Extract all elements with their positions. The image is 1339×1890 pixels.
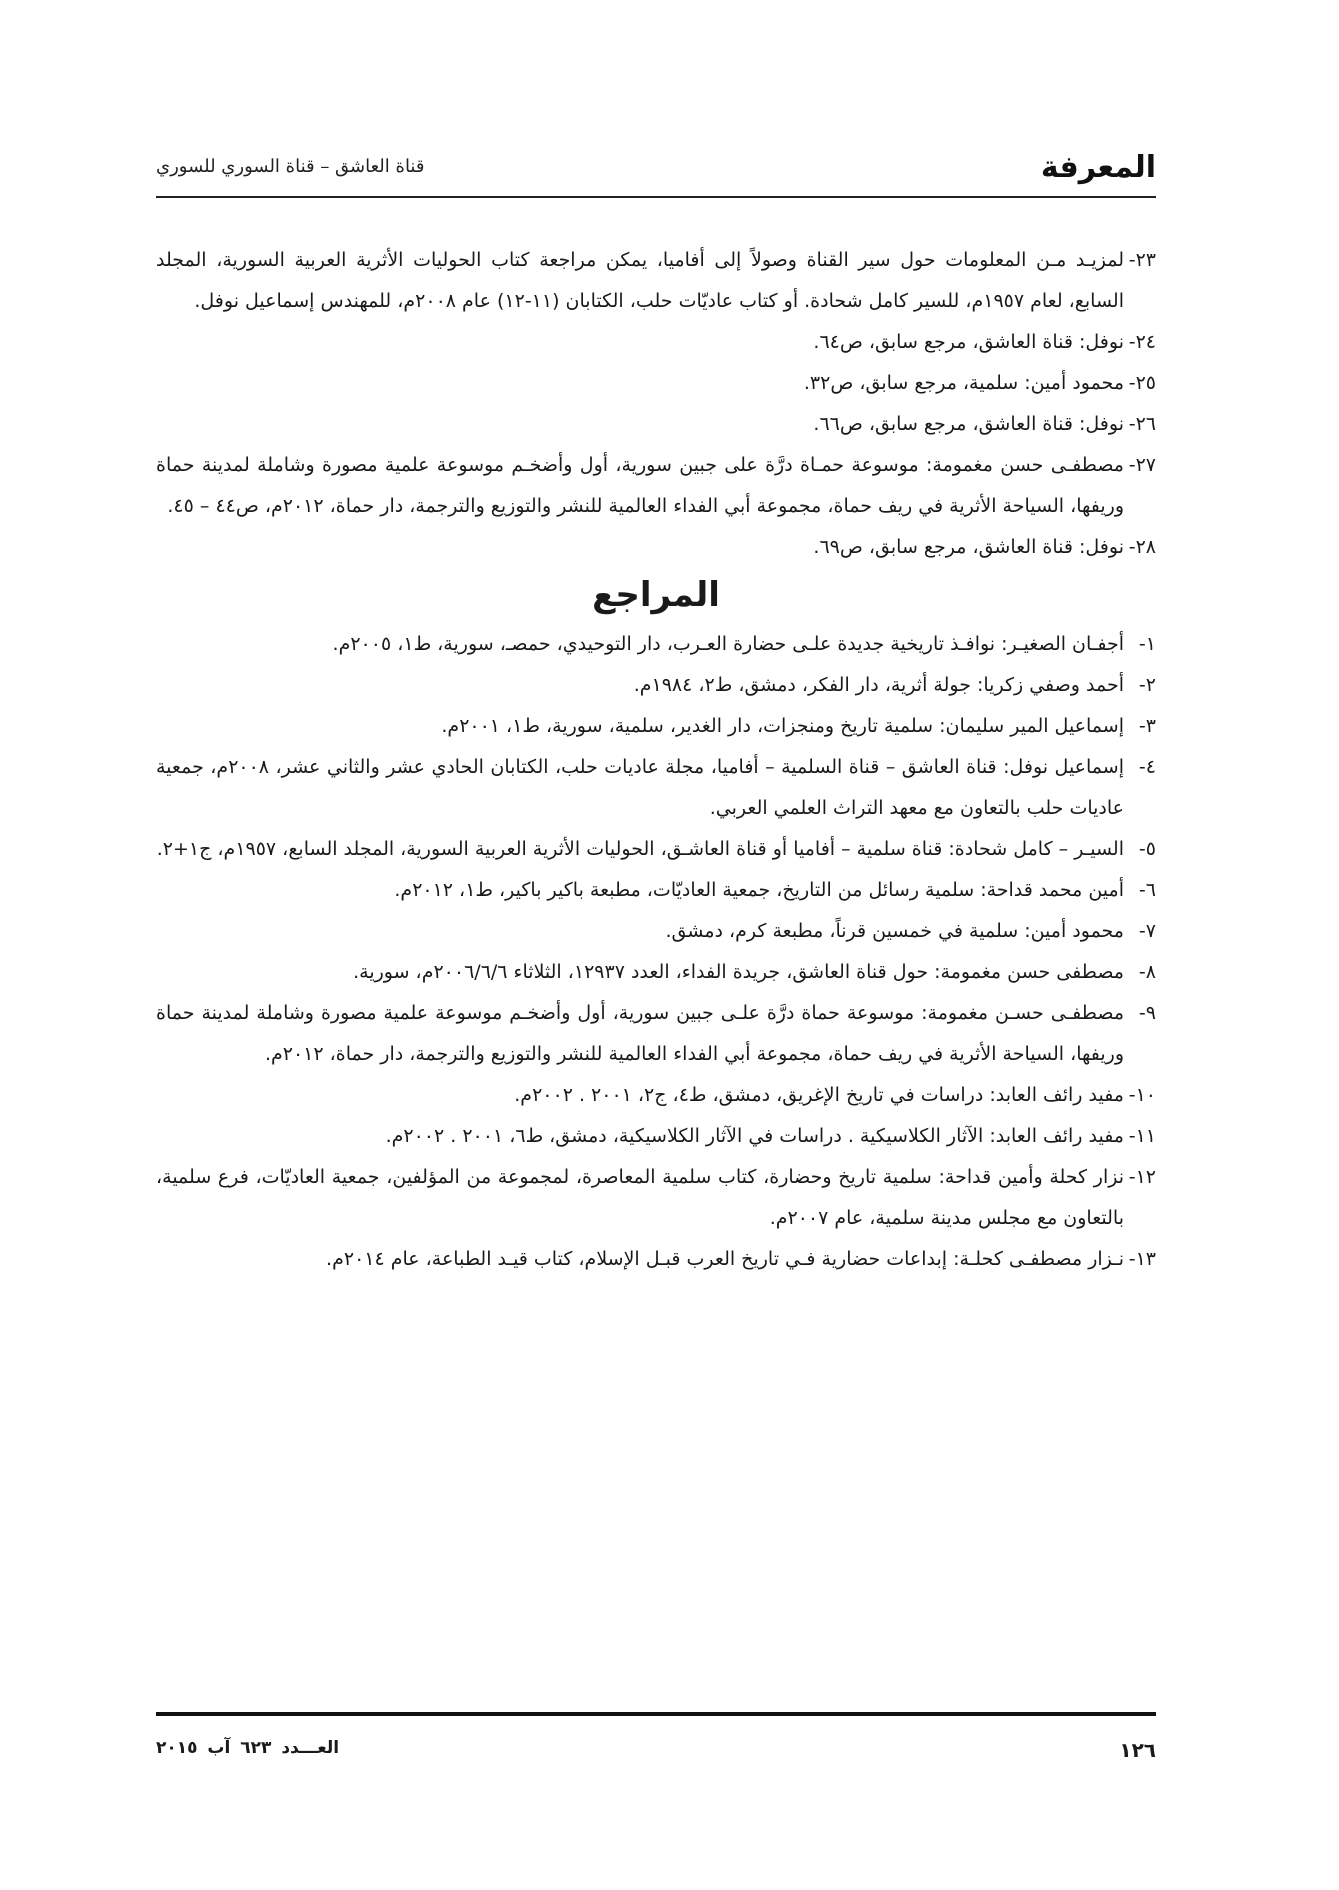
reference-item bbox=[156, 1157, 1156, 1239]
reference-text: محمود أمين: سلمية في خمسين قرناً، مطبعة كرم، دمشق. bbox=[665, 920, 1124, 942]
reference-number: ١- bbox=[1138, 633, 1156, 655]
reference-number: ٣- bbox=[1138, 715, 1156, 737]
reference-item bbox=[156, 952, 1156, 993]
reference-number: ١١- bbox=[1128, 1125, 1156, 1147]
reference-item bbox=[156, 993, 1156, 1075]
reference-text: السيـر – كامل شحادة: قناة سلمية – أفاميا أو قناة العاشـق، الحوليات الأثرية العربية السورية، المجلد السابع، ١٩٥٧م، ج١+٢. bbox=[156, 838, 1124, 860]
page-number: ١٢٦ bbox=[1119, 1738, 1156, 1762]
reference-number: ٩- bbox=[1138, 1002, 1156, 1024]
endnote-text: نوفل: قناة العاشق، مرجع سابق، ص٦٤. bbox=[813, 331, 1124, 353]
reference-item bbox=[156, 870, 1156, 911]
endnote-text: مصطفـى حسن مغمومة: موسوعة حمـاة درَّة على جبين سورية، أول وأضخـم موسوعة علمية مصورة وشاملة لمدينة حماة وريفها، السياحة الأثرية في ريف حماة، مجموعة أبي الفداء العالمية للنشر والتوزيع والترجمة، دار حماة، ٢٠١٢م، ص٤٤ – ٤٥. bbox=[156, 454, 1124, 517]
reference-text: أحمد وصفي زكريا: جولة أثرية، دار الفكر، دمشق، ط٢، ١٩٨٤م. bbox=[633, 674, 1124, 696]
reference-item bbox=[156, 706, 1156, 747]
reference-text: مفيد رائف العابد: الآثار الكلاسيكية . دراسات في الآثار الكلاسيكية، دمشق، ط٦، ٢٠٠١ . ٢٠٠٢م. bbox=[385, 1125, 1124, 1147]
reference-text: مصطفى حسن مغمومة: حول قناة العاشق، جريدة الفداء، العدد ١٢٩٣٧، الثلاثاء ٢٠٠٦/٦/٦م، سورية. bbox=[353, 961, 1124, 983]
endnote-item bbox=[156, 527, 1156, 568]
references-list bbox=[156, 624, 1156, 1280]
reference-text: إسماعيل المير سليمان: سلمية تاريخ ومنجزات، دار الغدير، سلمية، سورية، ط١، ٢٠٠١م. bbox=[441, 715, 1124, 737]
reference-text: مصطفـى حسـن مغمومة: موسوعة حماة درَّة علـى جبين سورية، أول وأضخـم موسوعة علمية مصورة وشاملة لمدينة حماة وريفها، السياحة الأثرية في ريف حماة، مجموعة أبي الفداء العالمية للنشر والتوزيع والترجمة، دار حماة، ٢٠١٢م. bbox=[156, 1002, 1124, 1065]
reference-number: ٨- bbox=[1138, 961, 1156, 983]
endnote-text: لمزيـد مـن المعلومات حول سير القناة وصولاً إلى أفاميا، يمكن مراجعة كتاب الحوليات الأثرية العربية السورية، المجلد السابع، لعام ١٩٥٧م، للسير كامل شحادة. أو كتاب عاديّات حلب، الكتابان (١١-١٢) عام ٢٠٠٨م، للمهندس إسماعيل نوفل. bbox=[156, 249, 1124, 312]
reference-number: ٥- bbox=[1138, 838, 1156, 860]
endnote-number: ٢٧- bbox=[1128, 454, 1156, 476]
endnote-item bbox=[156, 363, 1156, 404]
reference-text: أمين محمد قداحة: سلمية رسائل من التاريخ، جمعية العاديّات، مطبعة باكير باكير، ط١، ٢٠١٢م. bbox=[394, 879, 1124, 901]
reference-number: ١٠- bbox=[1128, 1084, 1156, 1106]
footer-divider bbox=[156, 1712, 1156, 1716]
reference-text: إسماعيل نوفل: قناة العاشق – قناة السلمية – أفاميا، مجلة عاديات حلب، الكتابان الحادي عشر والثاني عشر، ٢٠٠٨م، جمعية عاديات حلب بالتعاون مع معهد التراث العلمي العربي. bbox=[156, 756, 1124, 819]
reference-item bbox=[156, 829, 1156, 870]
reference-item bbox=[156, 1116, 1156, 1157]
endnote-number: ٢٣- bbox=[1128, 249, 1156, 271]
endnote-item bbox=[156, 404, 1156, 445]
endnote-item bbox=[156, 445, 1156, 527]
reference-item bbox=[156, 665, 1156, 706]
endnote-item bbox=[156, 240, 1156, 322]
reference-text: نزار كحلة وأمين قداحة: سلمية تاريخ وحضارة، كتاب سلمية المعاصرة، لمجموعة من المؤلفين، جمعية العاديّات، فرع سلمية، بالتعاون مع مجلس مدينة سلمية، عام ٢٠٠٧م. bbox=[156, 1166, 1124, 1229]
reference-item bbox=[156, 747, 1156, 829]
endnote-text: محمود أمين: سلمية، مرجع سابق، ص٣٢. bbox=[803, 372, 1124, 394]
endnotes-list bbox=[156, 240, 1156, 568]
reference-number: ١٢- bbox=[1128, 1166, 1156, 1188]
endnote-number: ٢٦- bbox=[1128, 413, 1156, 435]
journal-logo: المعرفة bbox=[1040, 150, 1156, 185]
running-title: قناة العاشق – قناة السوري للسوري bbox=[156, 156, 425, 177]
header-divider bbox=[156, 196, 1156, 198]
endnote-item bbox=[156, 322, 1156, 363]
endnote-number: ٢٨- bbox=[1128, 536, 1156, 558]
reference-item bbox=[156, 1239, 1156, 1280]
reference-text: مفيد رائف العابد: دراسات في تاريخ الإغريق، دمشق، ط٤، ج٢، ٢٠٠١ . ٢٠٠٢م. bbox=[514, 1084, 1124, 1106]
endnote-text: نوفل: قناة العاشق، مرجع سابق، ص٦٦. bbox=[813, 413, 1124, 435]
reference-number: ٤- bbox=[1138, 756, 1156, 778]
page-footer bbox=[156, 1738, 1156, 1768]
reference-item bbox=[156, 624, 1156, 665]
endnote-number: ٢٤- bbox=[1128, 331, 1156, 353]
reference-number: ٢- bbox=[1138, 674, 1156, 696]
article-content bbox=[156, 240, 1156, 1280]
references-heading: المراجع bbox=[592, 575, 720, 615]
reference-text: أجفـان الصغيـر: نوافـذ تاريخية جديدة علـى حضارة العـرب، دار التوحيدي، حمصـ، سورية، ط١، ٢٠٠٥م. bbox=[332, 633, 1124, 655]
issue-info: العـــدد ٦٢٣ آب ٢٠١٥ bbox=[156, 1738, 340, 1758]
reference-text: نـزار مصطفـى كحلـة: إبداعات حضارية فـي تاريخ العرب قبـل الإسلام، كتاب قيـد الطباعة، عام ٢٠١٤م. bbox=[326, 1248, 1124, 1270]
reference-item bbox=[156, 911, 1156, 952]
endnote-number: ٢٥- bbox=[1128, 372, 1156, 394]
reference-number: ١٣- bbox=[1128, 1248, 1156, 1270]
reference-number: ٧- bbox=[1138, 920, 1156, 942]
reference-number: ٦- bbox=[1138, 879, 1156, 901]
endnote-text: نوفل: قناة العاشق، مرجع سابق، ص٦٩. bbox=[813, 536, 1124, 558]
page-header bbox=[156, 150, 1156, 190]
reference-item bbox=[156, 1075, 1156, 1116]
